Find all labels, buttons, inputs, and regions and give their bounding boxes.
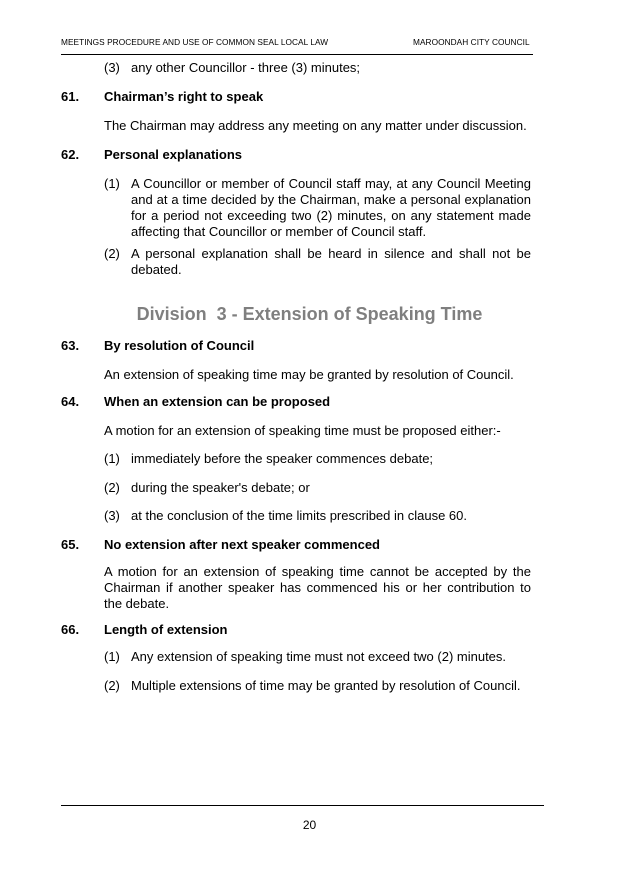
section-62-item-1-marker: (1) [104,176,120,191]
section-62-item-1-text: A Councillor or member of Council staff may, at any Council Meeting and at a time decided by the Chairman, make a personal explanation for a period not exceeding two (2) minutes, on any statement made affecting that Councillor or member of Council staff. [131,176,531,239]
section-66-item-1-marker: (1) [104,649,120,664]
division-title: Division 3 - Extension of Speaking Time [136,304,483,324]
section-64-item-2-marker: (2) [104,480,120,495]
section-64-item-2-text: during the speaker's debate; or [131,480,310,495]
section-61-heading: Chairman’s right to speak [104,89,264,104]
section-65-number: 65. [61,537,80,552]
section-65-heading: No extension after next speaker commenced [104,537,380,552]
footer-divider [61,805,544,806]
section-62-number: 62. [61,147,80,162]
continued-item-marker: (3) [104,60,120,75]
section-63-heading: By resolution of Council [104,338,255,353]
header-divider [61,54,533,55]
section-62-item-2-marker: (2) [104,246,120,261]
section-65-text: A motion for an extension of speaking time cannot be accepted by the Chairman if another speaker has commenced his or her contribution to the debate. [104,564,531,611]
section-66-heading: Length of extension [104,622,228,637]
running-header-title: MEETINGS PROCEDURE AND USE OF COMMON SEAL LOCAL LAW [61,37,329,47]
section-62-heading: Personal explanations [104,147,242,162]
section-63-number: 63. [61,338,80,353]
section-62-item-2-text: A personal explanation shall be heard in silence and shall not be debated. [131,246,531,277]
section-66-item-2-text: Multiple extensions of time may be granted by resolution of Council. [131,678,521,693]
section-66-item-1-text: Any extension of speaking time must not exceed two (2) minutes. [131,649,507,664]
section-63-text: An extension of speaking time may be granted by resolution of Council. [104,367,514,382]
section-64-text: A motion for an extension of speaking time must be proposed either:- [104,423,501,438]
section-64-item-3-text: at the conclusion of the time limits prescribed in clause 60. [131,508,468,523]
section-64-item-3-marker: (3) [104,508,120,523]
section-66-item-2-marker: (2) [104,678,120,693]
page-number: 20 [302,818,317,832]
section-64-number: 64. [61,394,80,409]
continued-item-text: any other Councillor - three (3) minutes; [131,60,361,75]
section-61-number: 61. [61,89,80,104]
running-header-council: MAROONDAH CITY COUNCIL [413,37,530,47]
section-61-text: The Chairman may address any meeting on any matter under discussion. [104,118,527,133]
section-64-heading: When an extension can be proposed [104,394,331,409]
section-64-item-1-text: immediately before the speaker commences debate; [131,451,434,466]
section-66-number: 66. [61,622,80,637]
section-64-item-1-marker: (1) [104,451,120,466]
